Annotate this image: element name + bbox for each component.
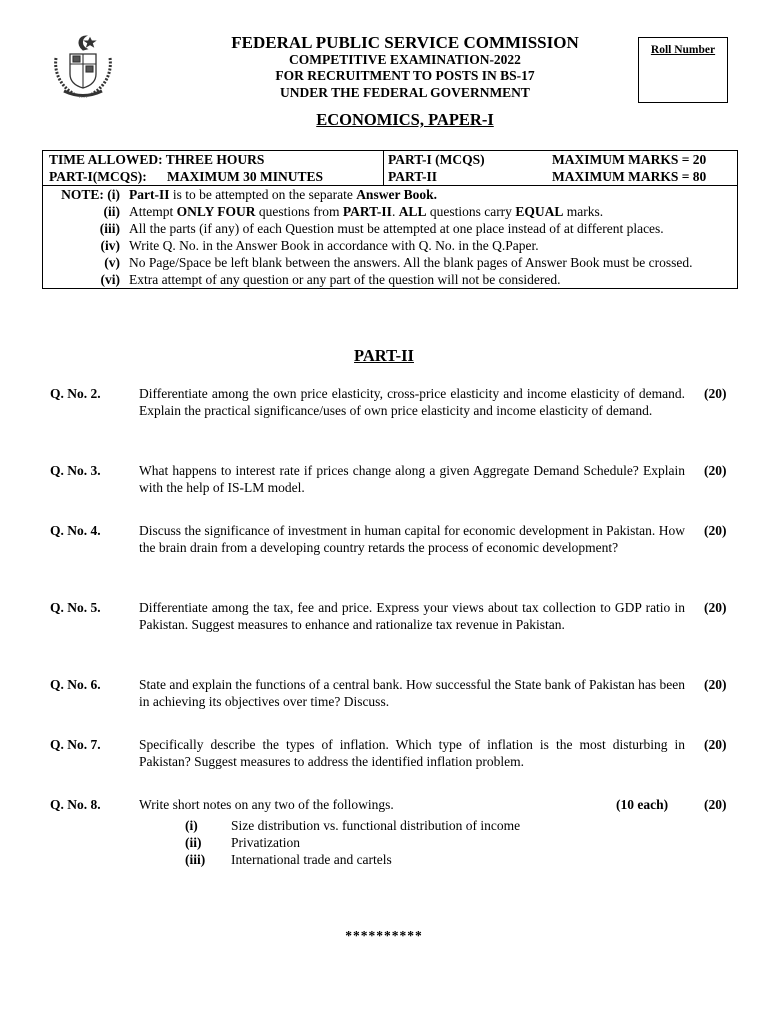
question-text: Differentiate among the tax, fee and price. Express your views about tax collection to GDP ratio in Pakistan. Suggest measures to enhance and rationalize tax revenue in Pakistan. (139, 600, 685, 632)
footer-stars: ********** (345, 928, 423, 943)
question-number: Q. No. 4. (50, 523, 101, 538)
time-allowed: TIME ALLOWED: THREE HOURS (49, 152, 265, 167)
marks-cell (384, 151, 738, 186)
note-text: All the parts (if any) of each Question must be attempted at one place instead of at different places. (129, 221, 664, 236)
note-number: (vi) (100, 272, 120, 287)
question-number: Q. No. 2. (50, 386, 101, 401)
question-marks: (20) (704, 600, 727, 615)
note-item (49, 271, 729, 288)
part1-marks: MAXIMUM MARKS = 20 (552, 152, 707, 167)
sub-number: (i) (185, 818, 198, 833)
note-text: Attempt ONLY FOUR questions from PART-II. ALL questions carry EQUAL marks. (129, 204, 604, 219)
question-marks: (20) (704, 386, 727, 401)
roll-number-label: Roll Number (650, 44, 716, 56)
question-marks: (20) (704, 523, 727, 538)
part2-marks: MAXIMUM MARKS = 80 (552, 169, 707, 184)
each-marks: (10 each) (616, 797, 669, 812)
note-number: NOTE: (i) (61, 187, 120, 202)
note-plain: is to be attempted on the separate (169, 187, 357, 202)
note-text: Write Q. No. in the Answer Book in accordance with Q. No. in the Q.Paper. (129, 238, 539, 253)
note-number: (v) (104, 255, 120, 270)
part-heading: PART-II (354, 346, 414, 365)
sub-number: (ii) (185, 835, 202, 850)
question-number: Q. No. 8. (50, 797, 101, 812)
question-text: Differentiate among the own price elasticity, cross-price elasticity and income elasticity of demand. Explain the practical significance/uses of own price elasticity and income elasticity of demand. (139, 386, 685, 418)
note-number: (ii) (103, 204, 120, 219)
note-item (49, 220, 729, 237)
part1-label: PART-I (MCQS) (388, 152, 485, 167)
note-text: No Page/Space be left blank between the answers. All the blank pages of Answer Book must be crossed. (129, 255, 693, 270)
recruitment-line: FOR RECRUITMENT TO POSTS IN BS-17 (275, 68, 535, 83)
exam-subtitle: COMPETITIVE EXAMINATION-2022 (289, 52, 521, 67)
question-number: Q. No. 6. (50, 677, 101, 692)
exam-info-table (42, 150, 738, 289)
sub-text: Privatization (231, 835, 300, 850)
question-number: Q. No. 3. (50, 463, 101, 478)
question-text: What happens to interest rate if prices change along a given Aggregate Demand Schedule? Explain with the help of IS-LM model. (139, 463, 685, 495)
note-text (129, 186, 729, 203)
note-bold: Answer Book. (356, 187, 437, 202)
question-text: Discuss the significance of investment in human capital for economic development in Pakistan. How the brain drain from a developing country retards the process of economic development? (139, 523, 685, 555)
question-marks: (20) (704, 797, 727, 812)
question-marks: (20) (704, 463, 727, 478)
question-text: State and explain the functions of a central bank. How successful the State bank of Pakistan has been in achieving its objectives over time? Discuss. (139, 677, 685, 709)
note-item (49, 203, 729, 220)
note-item (0, 186, 729, 203)
sub-text: International trade and cartels (231, 852, 392, 867)
note-number: (iv) (100, 238, 120, 253)
question-marks: (20) (704, 737, 727, 752)
question-number: Q. No. 5. (50, 600, 101, 615)
commission-title: FEDERAL PUBLIC SERVICE COMMISSION (231, 33, 579, 52)
notes-cell (43, 186, 738, 289)
note-bold: Part-II (129, 187, 170, 202)
government-line: UNDER THE FEDERAL GOVERNMENT (280, 85, 530, 100)
mcq-time-row (49, 168, 383, 185)
time-cell (43, 151, 384, 186)
sub-text: Size distribution vs. functional distribution of income (231, 818, 521, 833)
svg-text:ـ ـ ـ ـ: ـ ـ ـ ـ (78, 94, 88, 99)
note-text: Extra attempt of any question or any part of the question will not be considered. (129, 272, 561, 287)
note-item (49, 254, 729, 271)
note-number: (iii) (99, 221, 120, 236)
roll-number-box[interactable] (638, 37, 728, 103)
paper-title: ECONOMICS, PAPER-I (316, 110, 494, 129)
part1-marks-row (388, 151, 737, 168)
part2-label: PART-II (388, 169, 438, 184)
fpsc-emblem-logo (46, 28, 120, 102)
mcq-time-value: MAXIMUM 30 MINUTES (167, 169, 323, 184)
question-text: Write short notes on any two of the followings. (139, 797, 394, 812)
question-text: Specifically describe the types of inflation. Which type of inflation is the most disturbing in Pakistan? Suggest measures to address the identified inflation problem. (139, 737, 685, 769)
mcq-time-label: PART-I(MCQS): (49, 169, 147, 184)
question-marks: (20) (704, 677, 727, 692)
note-item (49, 237, 729, 254)
question-number: Q. No. 7. (50, 737, 101, 752)
sub-number: (iii) (185, 852, 206, 867)
part2-marks-row (388, 168, 737, 185)
